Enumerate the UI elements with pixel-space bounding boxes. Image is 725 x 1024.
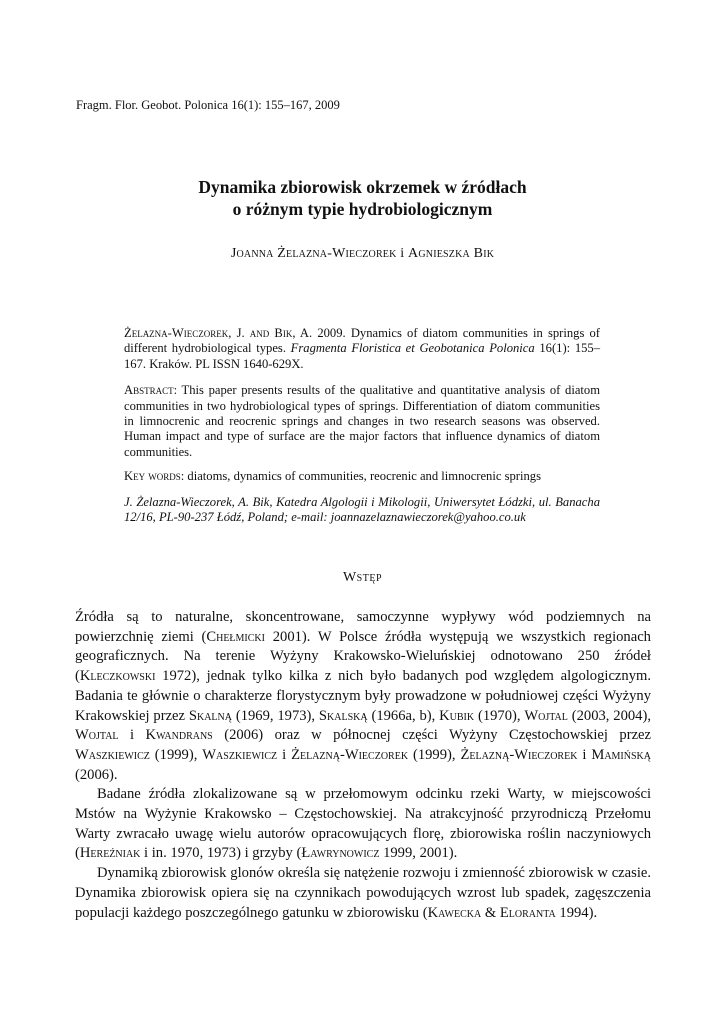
p3-text: Dynamiką zbiorowisk glonów określa się natężenie rozwoju i zmienność zbiorowisk w czasie. Dynamika zbiorowisk opiera się na czynnikach powodujących wzrost lub spadek, zagęszczenia populacji każdego poszczególnego gatunku w zbiorowisku (	[75, 865, 651, 921]
abstract	[124, 383, 600, 460]
p1-text: 1972), jednak tylko kilka z nich było badanych pod względem algologicznym. Badania te głównie o charakterze florystycznym były prowadzone w południowej części Wyżyny Krakowskiej przez	[75, 668, 651, 724]
reference-author: Kwandrans	[145, 727, 213, 744]
reference-author: Skalską	[318, 707, 368, 724]
p2-text: i in. 1970, 1973) i grzyby (	[140, 845, 302, 862]
p1-text: i	[277, 746, 292, 763]
reference-author: Eloranta	[499, 904, 556, 921]
p1-text: (2006).	[75, 766, 118, 783]
author-line	[0, 245, 725, 263]
p1-text: (1999),	[408, 746, 461, 763]
p1-text: Źródła są to naturalne, skoncentrowane, samoczynne wypływy wód podziemnych na powierzchnię ziemi (	[75, 609, 651, 645]
p1-text: (1970),	[474, 707, 525, 724]
p1-text: (1966a, b),	[367, 707, 440, 724]
bibliographic-citation	[124, 326, 600, 372]
citation-journal: Fragmenta Floristica et Geobotanica Polonica	[290, 341, 535, 356]
p1-text: (1999),	[149, 746, 203, 763]
reference-author: Kleczkowski	[79, 668, 156, 685]
citation-tail: 16(1): 155–167. Kraków. PL ISSN 1640-629X.	[124, 341, 601, 371]
reference-author: Waszkiewicz	[202, 746, 278, 763]
p2-text: Badane źródła zlokalizowane są w przełomowym odcinku rzeki Warty, w miejscowości Mstów na Wyżynie Krakowsko – Częstochowskiej. Na atrakcyjność przyrodniczą Przełomu Warty zwracało uwagę wielu autorów opracowujących florę, zbiorowiska roślin naczyniowych (	[75, 786, 651, 862]
front-matter	[124, 326, 600, 534]
citation-author-1: Żelazna-Wieczorek	[124, 326, 229, 340]
affiliation-text: J. Żelazna-Wieczorek, A. Bik, Katedra Algologii i Mikologii, Uniwersytet Łódzki, ul. Banacha 12/16, PL-90-237 Łódź, Poland; e-mail: joannazelaznawieczorek@yahoo.co.uk	[124, 494, 600, 525]
title-line-1: Dynamika zbiorowisk okrzemek w źródłach	[198, 177, 527, 197]
author-2: Agnieszka Bik	[408, 246, 495, 261]
p1-text: i	[118, 727, 146, 744]
p3-text: &	[481, 904, 500, 921]
p1-text: 2001). W Polsce źródła występują we wszystkich regionach geograficznych. Na terenie Wyżyny Krakowsko-Wieluńskiej odnotowano 250 źródeł (	[75, 628, 651, 685]
p1-text: (2006) oraz w północnej części Wyżyny Częstochowskiej przez	[212, 727, 652, 744]
abstract-text: : This paper presents results of the qualitative and quantitative analysis of diatom communities in two hydrobiological types of springs. Differentiation of diatom communities in limnocrenic and reocrenic springs and changes in two research seasons was observed. Human impact and type of surface are the major factors that influence dynamics of diatom communities.	[124, 383, 600, 459]
p1-text: (2003, 2004),	[567, 707, 651, 724]
journal-citation-header: Fragm. Flor. Geobot. Polonica 16(1): 155–167, 2009	[76, 98, 340, 112]
paragraph-3	[75, 864, 651, 923]
reference-author: Hereźniak	[79, 845, 141, 862]
reference-author: Chełmicki	[206, 628, 265, 645]
body-text	[75, 608, 651, 923]
section-heading: Wstęp	[342, 570, 383, 585]
author-1: Joanna Żelazna-Wieczorek	[230, 246, 397, 261]
title-line-2: o różnym typie hydrobiologicznym	[232, 199, 493, 219]
p3-text: 1994).	[555, 904, 598, 921]
citation-author-2: Bik	[274, 326, 293, 340]
reference-author: Kubik	[439, 707, 475, 724]
paragraph-1	[75, 608, 651, 785]
keywords-label: Key words	[124, 469, 181, 484]
p2-text: 1999, 2001).	[379, 845, 458, 862]
reference-author: Żelazną-Wieczorek	[460, 746, 578, 763]
reference-author: Kawecka	[427, 904, 482, 921]
citation-rest: , A. 2009. Dynamics of diatom communities in springs of different hydrobiological types.	[124, 326, 600, 356]
author-conjunction: i	[400, 246, 405, 261]
citation-initial-1: , J.	[228, 326, 250, 340]
reference-author: Żelazną-Wieczorek	[291, 746, 409, 763]
abstract-label: Abstract	[124, 383, 174, 398]
paragraph-2	[75, 785, 651, 864]
keywords	[124, 469, 600, 484]
reference-author: Wojtal	[75, 727, 119, 744]
keywords-text: : diatoms, dynamics of communities, reocrenic and limnocrenic springs	[180, 469, 541, 484]
p1-text: i	[577, 746, 592, 763]
reference-author: Ławrynowicz	[301, 845, 380, 862]
reference-author: Mamińską	[591, 746, 651, 763]
citation-and: and	[249, 326, 270, 340]
author-affiliation	[124, 495, 600, 526]
p1-text: (1969, 1973),	[231, 707, 319, 724]
reference-author: Skalną	[188, 707, 232, 724]
reference-author: Waszkiewicz	[75, 746, 150, 763]
reference-author: Wojtal	[524, 707, 568, 724]
article-title	[0, 176, 725, 220]
